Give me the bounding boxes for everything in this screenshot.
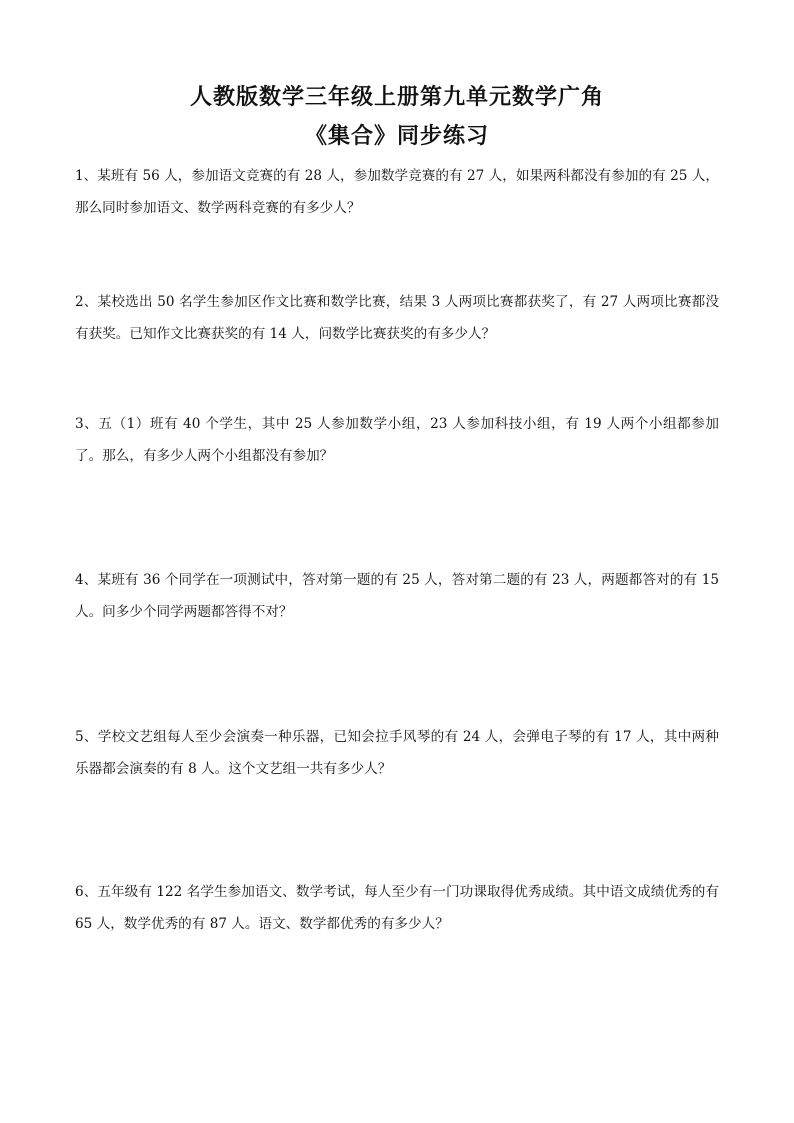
question-3: 3、五（1）班有 40 个学生，其中 25 人参加数学小组，23 人参加科技小组，有 19 人两个小组都参加了。那么，有多少人两个小组都没有参加？	[75, 416, 719, 464]
page-subtitle: 《集合》同步练习	[304, 123, 489, 149]
question-4: 4、某班有 36 个同学在一项测试中，答对第一题的有 25 人，答对第二题的有 23 人，两题都答对的有 15 人。问多少个同学两题都答得不对？	[75, 572, 719, 620]
question-6: 6、五年级有 122 名学生参加语文、数学考试，每人至少有一门功课取得优秀成绩。其中语文成绩优秀的有 65 人，数学优秀的有 87 人。语文、数学都优秀的有多少人？	[75, 884, 719, 932]
question-5: 5、学校文艺组每人至少会演奏一种乐器，已知会拉手风琴的有 24 人，会弹电子琴的有 17 人，其中两种乐器都会演奏的有 8 人。这个文艺组一共有多少人？	[75, 729, 719, 777]
question-1: 1、某班有 56 人，参加语文竞赛的有 28 人，参加数学竞赛的有 27 人，如果两科都没有参加的有 25 人，那么同时参加语文、数学两科竞赛的有多少人？	[75, 168, 719, 216]
question-2: 2、某校选出 50 名学生参加区作文比赛和数学比赛，结果 3 人两项比赛都获奖了，有 27 人两项比赛都没有获奖。已知作文比赛获奖的有 14 人，问数学比赛获奖的有多少人？	[75, 294, 719, 342]
page-title: 人教版数学三年级上册第九单元数学广角	[189, 84, 604, 110]
